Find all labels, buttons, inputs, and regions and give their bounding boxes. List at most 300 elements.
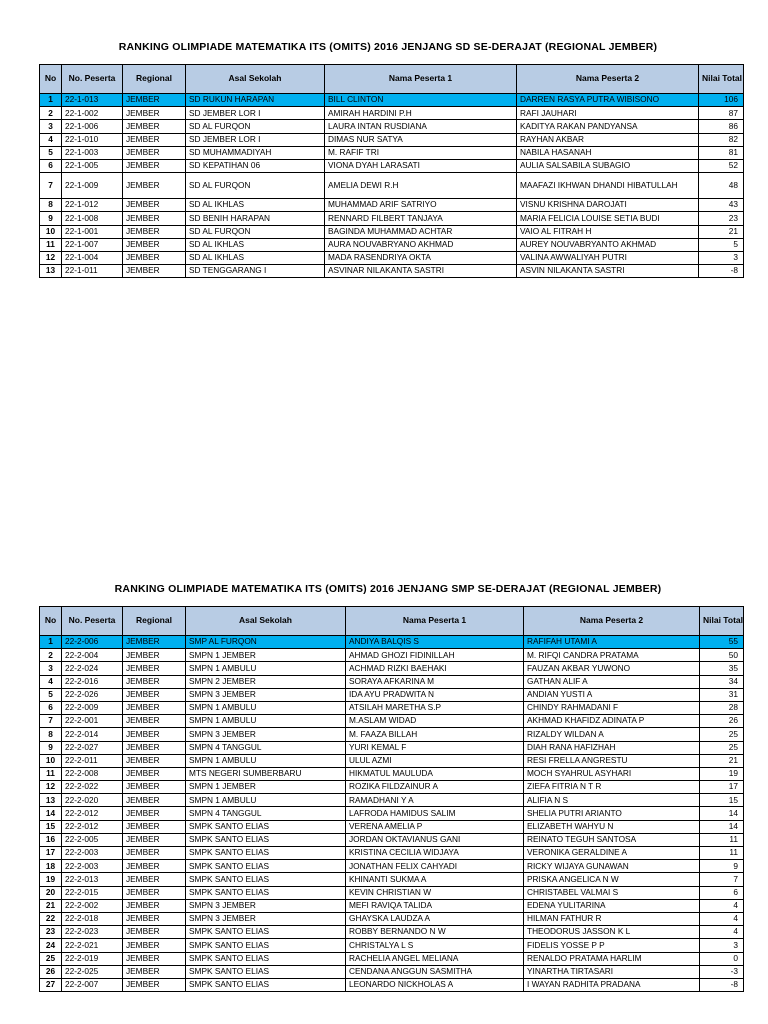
cell-no: 8 [40, 199, 62, 212]
cell-nilai-total: 43 [699, 199, 744, 212]
table-row [40, 675, 744, 688]
cell-nama-peserta-1: LEONARDO NICKHOLAS A [346, 978, 524, 991]
cell-no-peserta: 22-1-002 [62, 107, 123, 120]
cell-no: 1 [40, 636, 62, 649]
cell-no-peserta: 22-2-023 [62, 926, 123, 939]
header-nilai-total: Nilai Total [699, 65, 744, 94]
table-row [40, 107, 744, 120]
table-row [40, 754, 744, 767]
cell-nilai-total: 6 [700, 886, 744, 899]
cell-nama-peserta-1: JORDAN OKTAVIANUS GANI [346, 833, 524, 846]
cell-no: 4 [40, 133, 62, 146]
cell-nama-peserta-1: ASVINAR NILAKANTA SASTRI [325, 265, 517, 278]
cell-nama-peserta-2: EDENA YULITARINA [524, 899, 700, 912]
cell-no-peserta: 22-1-007 [62, 238, 123, 251]
cell-no: 11 [40, 767, 62, 780]
cell-nama-peserta-2: YINARTHA TIRTASARI [524, 965, 700, 978]
cell-nama-peserta-1: RENNARD FILBERT TANJAYA [325, 212, 517, 225]
cell-nama-peserta-2: ANDIAN YUSTI A [524, 688, 700, 701]
sd-ranking-table [39, 64, 744, 278]
cell-nama-peserta-1: RAMADHANI Y A [346, 794, 524, 807]
cell-no-peserta: 22-2-007 [62, 978, 123, 991]
cell-no: 10 [40, 225, 62, 238]
cell-nama-peserta-1: AURA NOUVABRYANO AKHMAD [325, 238, 517, 251]
cell-asal-sekolah: SD AL FURQON [186, 225, 325, 238]
cell-nama-peserta-2: RESI FRELLA ANGRESTU [524, 754, 700, 767]
cell-nama-peserta-2: AULIA SALSABILA SUBAGIO [517, 159, 699, 172]
header-no: No [40, 607, 62, 636]
cell-regional: JEMBER [123, 133, 186, 146]
table-row [40, 860, 744, 873]
smp-ranking-section [39, 580, 743, 992]
cell-asal-sekolah: SMPN 1 JEMBER [186, 781, 346, 794]
cell-no: 3 [40, 662, 62, 675]
cell-nilai-total: 48 [699, 173, 744, 199]
cell-nama-peserta-1: CHRISTALYA L S [346, 939, 524, 952]
cell-regional: JEMBER [123, 701, 186, 714]
cell-nilai-total: 87 [699, 107, 744, 120]
table-row [40, 847, 744, 860]
cell-regional: JEMBER [123, 754, 186, 767]
cell-no-peserta: 22-2-025 [62, 965, 123, 978]
cell-nilai-total: 21 [699, 225, 744, 238]
cell-nama-peserta-2: MOCH SYAHRUL ASYHARI [524, 767, 700, 780]
cell-no: 21 [40, 899, 62, 912]
cell-nilai-total: 25 [700, 728, 744, 741]
cell-asal-sekolah: SMPN 4 TANGGUL [186, 807, 346, 820]
table-row [40, 265, 744, 278]
cell-no-peserta: 22-1-004 [62, 251, 123, 264]
cell-no-peserta: 22-2-020 [62, 794, 123, 807]
cell-nilai-total: 82 [699, 133, 744, 146]
cell-nilai-total: 4 [700, 926, 744, 939]
sd-table-header [40, 65, 744, 94]
cell-asal-sekolah: SMPN 1 AMBULU [186, 754, 346, 767]
cell-nilai-total: -3 [700, 965, 744, 978]
cell-regional: JEMBER [123, 120, 186, 133]
table-row [40, 833, 744, 846]
table-row [40, 794, 744, 807]
cell-nama-peserta-2: VERONIKA GERALDINE A [524, 847, 700, 860]
cell-regional: JEMBER [123, 159, 186, 172]
cell-nama-peserta-2: VALINA AWWALIYAH PUTRI [517, 251, 699, 264]
cell-no: 1 [40, 94, 62, 107]
table-row [40, 251, 744, 264]
cell-asal-sekolah: SD JEMBER LOR I [186, 107, 325, 120]
cell-regional: JEMBER [123, 926, 186, 939]
cell-asal-sekolah: SMPN 1 JEMBER [186, 649, 346, 662]
cell-nilai-total: 106 [699, 94, 744, 107]
cell-nama-peserta-2: RIZALDY WILDAN A [524, 728, 700, 741]
cell-nilai-total: 35 [700, 662, 744, 675]
cell-no-peserta: 22-2-012 [62, 807, 123, 820]
cell-asal-sekolah: SD JEMBER LOR I [186, 133, 325, 146]
cell-nilai-total: 14 [700, 820, 744, 833]
cell-nilai-total: 25 [700, 741, 744, 754]
cell-nama-peserta-1: CENDANA ANGGUN SASMITHA [346, 965, 524, 978]
cell-regional: JEMBER [123, 662, 186, 675]
cell-nama-peserta-2: M. RIFQI CANDRA PRATAMA [524, 649, 700, 662]
cell-nilai-total: 31 [700, 688, 744, 701]
cell-no: 19 [40, 873, 62, 886]
table-row [40, 781, 744, 794]
cell-nama-peserta-2: CHINDY RAHMADANI F [524, 701, 700, 714]
cell-regional: JEMBER [123, 899, 186, 912]
header-nama-peserta-2: Nama Peserta 2 [517, 65, 699, 94]
cell-no: 12 [40, 251, 62, 264]
cell-no-peserta: 22-1-001 [62, 225, 123, 238]
table-row [40, 94, 744, 107]
cell-asal-sekolah: SMPK SANTO ELIAS [186, 833, 346, 846]
cell-no-peserta: 22-2-002 [62, 899, 123, 912]
cell-nama-peserta-1: SORAYA AFKARINA M [346, 675, 524, 688]
cell-regional: JEMBER [123, 939, 186, 952]
table-row [40, 741, 744, 754]
cell-asal-sekolah: SD AL FURQON [186, 120, 325, 133]
cell-nilai-total: -8 [700, 978, 744, 991]
cell-nilai-total: 28 [700, 701, 744, 714]
table-row [40, 873, 744, 886]
cell-asal-sekolah: SD KEPATIHAN 06 [186, 159, 325, 172]
cell-no: 18 [40, 860, 62, 873]
table-row [40, 807, 744, 820]
cell-no-peserta: 22-2-024 [62, 662, 123, 675]
cell-nama-peserta-1: M.ASLAM WIDAD [346, 715, 524, 728]
cell-regional: JEMBER [123, 886, 186, 899]
cell-no: 22 [40, 912, 62, 925]
header-asal-sekolah: Asal Sekolah [186, 65, 325, 94]
cell-nama-peserta-2: RAFI JAUHARI [517, 107, 699, 120]
cell-nama-peserta-1: M. FAAZA BILLAH [346, 728, 524, 741]
cell-nama-peserta-1: ROZIKA FILDZAINUR A [346, 781, 524, 794]
smp-table-header [40, 607, 744, 636]
cell-nama-peserta-1: VERENA AMELIA P [346, 820, 524, 833]
cell-nama-peserta-2: ZIEFA FITRIA N T R [524, 781, 700, 794]
cell-nilai-total: 26 [700, 715, 744, 728]
cell-nama-peserta-1: IDA AYU PRADWITA N [346, 688, 524, 701]
cell-no: 8 [40, 728, 62, 741]
cell-no-peserta: 22-2-008 [62, 767, 123, 780]
cell-nilai-total: 21 [700, 754, 744, 767]
header-no: No [40, 65, 62, 94]
cell-no: 13 [40, 265, 62, 278]
cell-nama-peserta-1: ANDIYA BALQIS S [346, 636, 524, 649]
cell-nama-peserta-1: M. RAFIF TRI [325, 146, 517, 159]
table-row [40, 662, 744, 675]
cell-nama-peserta-1: BAGINDA MUHAMMAD ACHTAR [325, 225, 517, 238]
cell-no-peserta: 22-2-021 [62, 939, 123, 952]
cell-no-peserta: 22-1-013 [62, 94, 123, 107]
cell-asal-sekolah: SMPK SANTO ELIAS [186, 847, 346, 860]
table-row [40, 688, 744, 701]
cell-nama-peserta-2: I WAYAN RADHITA PRADANA [524, 978, 700, 991]
cell-nama-peserta-1: ATSILAH MARETHA S.P [346, 701, 524, 714]
cell-regional: JEMBER [123, 649, 186, 662]
header-nilai-total: Nilai Total [700, 607, 744, 636]
cell-nilai-total: 34 [700, 675, 744, 688]
cell-nilai-total: 86 [699, 120, 744, 133]
cell-regional: JEMBER [123, 146, 186, 159]
table-row [40, 820, 744, 833]
cell-asal-sekolah: SMPK SANTO ELIAS [186, 860, 346, 873]
cell-no: 9 [40, 741, 62, 754]
header-nama-peserta-1: Nama Peserta 1 [325, 65, 517, 94]
table-row [40, 649, 744, 662]
cell-asal-sekolah: SMPN 1 AMBULU [186, 794, 346, 807]
header-regional: Regional [123, 607, 186, 636]
cell-asal-sekolah: SD MUHAMMADIYAH [186, 146, 325, 159]
cell-asal-sekolah: SMPN 4 TANGGUL [186, 741, 346, 754]
sd-title: RANKING OLIMPIADE MATEMATIKA ITS (OMITS) 2016 JENJANG SD SE-DERAJAT (REGIONAL JEMBER) [118, 41, 658, 53]
table-row [40, 636, 744, 649]
cell-no-peserta: 22-2-018 [62, 912, 123, 925]
table-row [40, 701, 744, 714]
cell-nama-peserta-1: MADA RASENDRIYA OKTA [325, 251, 517, 264]
cell-nilai-total: 55 [700, 636, 744, 649]
cell-regional: JEMBER [123, 781, 186, 794]
cell-nama-peserta-2: ELIZABETH WAHYU N [524, 820, 700, 833]
cell-regional: JEMBER [123, 212, 186, 225]
table-row [40, 225, 744, 238]
sd-table-body [40, 94, 744, 278]
cell-nilai-total: 23 [699, 212, 744, 225]
cell-no: 10 [40, 754, 62, 767]
cell-no-peserta: 22-1-012 [62, 199, 123, 212]
smp-table-body [40, 636, 744, 992]
cell-nama-peserta-1: ULUL AZMI [346, 754, 524, 767]
cell-regional: JEMBER [123, 688, 186, 701]
cell-nama-peserta-1: AMIRAH HARDINI P.H [325, 107, 517, 120]
table-row [40, 173, 744, 199]
cell-nama-peserta-1: RACHELIA ANGEL MELIANA [346, 952, 524, 965]
cell-asal-sekolah: SMPN 2 JEMBER [186, 675, 346, 688]
cell-no: 9 [40, 212, 62, 225]
header-nama-peserta-2: Nama Peserta 2 [524, 607, 700, 636]
cell-no-peserta: 22-2-016 [62, 675, 123, 688]
cell-asal-sekolah: SD RUKUN HARAPAN [186, 94, 325, 107]
cell-no: 14 [40, 807, 62, 820]
cell-nama-peserta-1: KEVIN CHRISTIAN W [346, 886, 524, 899]
cell-asal-sekolah: SMPK SANTO ELIAS [186, 939, 346, 952]
cell-no: 5 [40, 146, 62, 159]
cell-nama-peserta-1: AHMAD GHOZI FIDINILLAH [346, 649, 524, 662]
cell-no: 6 [40, 701, 62, 714]
cell-asal-sekolah: SMPN 3 JEMBER [186, 912, 346, 925]
cell-nama-peserta-1: KRISTINA CECILIA WIDJAYA [346, 847, 524, 860]
cell-nama-peserta-2: FAUZAN AKBAR YUWONO [524, 662, 700, 675]
cell-no: 7 [40, 173, 62, 199]
cell-regional: JEMBER [123, 767, 186, 780]
table-row [40, 238, 744, 251]
table-row [40, 728, 744, 741]
cell-asal-sekolah: SMPK SANTO ELIAS [186, 926, 346, 939]
cell-no: 2 [40, 649, 62, 662]
cell-asal-sekolah: SD AL IKHLAS [186, 199, 325, 212]
header-asal-sekolah: Asal Sekolah [186, 607, 346, 636]
cell-asal-sekolah: MTS NEGERI SUMBERBARU [186, 767, 346, 780]
cell-nama-peserta-2: AUREY NOUVABRYANTO AKHMAD [517, 238, 699, 251]
cell-no-peserta: 22-2-003 [62, 847, 123, 860]
cell-no-peserta: 22-1-010 [62, 133, 123, 146]
cell-nilai-total: 0 [700, 952, 744, 965]
cell-nama-peserta-2: REINATO TEGUH SANTOSA [524, 833, 700, 846]
cell-regional: JEMBER [123, 715, 186, 728]
cell-no: 4 [40, 675, 62, 688]
cell-asal-sekolah: SMPK SANTO ELIAS [186, 886, 346, 899]
cell-nama-peserta-2: PRISKA ANGELICA N W [524, 873, 700, 886]
cell-regional: JEMBER [123, 952, 186, 965]
smp-title: RANKING OLIMPIADE MATEMATIKA ITS (OMITS) 2016 JENJANG SMP SE-DERAJAT (REGIONAL JEMBER) [114, 583, 662, 595]
cell-no-peserta: 22-2-015 [62, 886, 123, 899]
header-regional: Regional [123, 65, 186, 94]
table-row [40, 899, 744, 912]
cell-nama-peserta-2: ASVIN NILAKANTA SASTRI [517, 265, 699, 278]
table-row [40, 767, 744, 780]
cell-nilai-total: 4 [700, 912, 744, 925]
cell-asal-sekolah: SD AL FURQON [186, 173, 325, 199]
cell-nilai-total: 4 [700, 899, 744, 912]
cell-regional: JEMBER [123, 912, 186, 925]
cell-regional: JEMBER [123, 833, 186, 846]
cell-asal-sekolah: SMPN 3 JEMBER [186, 688, 346, 701]
cell-asal-sekolah: SMPK SANTO ELIAS [186, 952, 346, 965]
cell-nama-peserta-2: MAAFAZI IKHWAN DHANDI HIBATULLAH [517, 173, 699, 199]
cell-no-peserta: 22-2-022 [62, 781, 123, 794]
cell-asal-sekolah: SD BENIH HARAPAN [186, 212, 325, 225]
cell-nilai-total: 19 [700, 767, 744, 780]
cell-no: 25 [40, 952, 62, 965]
cell-regional: JEMBER [123, 225, 186, 238]
cell-nilai-total: 3 [700, 939, 744, 952]
cell-nama-peserta-1: GHAYSKA LAUDZA A [346, 912, 524, 925]
cell-nama-peserta-2: CHRISTABEL VALMAI S [524, 886, 700, 899]
cell-asal-sekolah: SMPN 3 JEMBER [186, 899, 346, 912]
cell-no: 12 [40, 781, 62, 794]
cell-no: 6 [40, 159, 62, 172]
cell-nama-peserta-1: HIKMATUL MAULUDA [346, 767, 524, 780]
cell-nama-peserta-1: MEFI RAVIQA TALIDA [346, 899, 524, 912]
cell-nilai-total: 15 [700, 794, 744, 807]
cell-asal-sekolah: SMPN 1 AMBULU [186, 662, 346, 675]
cell-nama-peserta-2: THEODORUS JASSON K L [524, 926, 700, 939]
cell-no: 2 [40, 107, 62, 120]
cell-no-peserta: 22-1-003 [62, 146, 123, 159]
cell-nama-peserta-2: HILMAN FATHUR R [524, 912, 700, 925]
cell-no-peserta: 22-2-001 [62, 715, 123, 728]
cell-regional: JEMBER [123, 238, 186, 251]
table-row [40, 978, 744, 991]
cell-nama-peserta-2: ALIFIA N S [524, 794, 700, 807]
cell-nilai-total: 14 [700, 807, 744, 820]
cell-regional: JEMBER [123, 860, 186, 873]
cell-no: 27 [40, 978, 62, 991]
cell-nilai-total: 5 [699, 238, 744, 251]
cell-nilai-total: 81 [699, 146, 744, 159]
table-row [40, 926, 744, 939]
cell-nama-peserta-2: VISNU KRISHNA DAROJATI [517, 199, 699, 212]
cell-no-peserta: 22-2-027 [62, 741, 123, 754]
cell-no: 7 [40, 715, 62, 728]
cell-nilai-total: 11 [700, 847, 744, 860]
cell-regional: JEMBER [123, 794, 186, 807]
table-row [40, 199, 744, 212]
cell-no-peserta: 22-2-012 [62, 820, 123, 833]
cell-regional: JEMBER [123, 265, 186, 278]
cell-no-peserta: 22-2-013 [62, 873, 123, 886]
cell-no: 5 [40, 688, 62, 701]
table-row [40, 120, 744, 133]
cell-nama-peserta-2: GATHAN ALIF A [524, 675, 700, 688]
table-row [40, 133, 744, 146]
table-row [40, 146, 744, 159]
cell-asal-sekolah: SMPN 3 JEMBER [186, 728, 346, 741]
cell-nama-peserta-2: AKHMAD KHAFIDZ ADINATA P [524, 715, 700, 728]
cell-nama-peserta-2: NABILA HASANAH [517, 146, 699, 159]
cell-no-peserta: 22-2-005 [62, 833, 123, 846]
cell-nama-peserta-1: DIMAS NUR SATYA [325, 133, 517, 146]
table-row [40, 715, 744, 728]
cell-nama-peserta-2: RAYHAN AKBAR [517, 133, 699, 146]
sd-ranking-section [39, 38, 743, 278]
cell-asal-sekolah: SMPK SANTO ELIAS [186, 965, 346, 978]
cell-nama-peserta-1: VIONA DYAH LARASATI [325, 159, 517, 172]
cell-nama-peserta-1: ACHMAD RIZKI BAEHAKI [346, 662, 524, 675]
header-no-peserta: No. Peserta [62, 65, 123, 94]
cell-asal-sekolah: SMP AL FURQON [186, 636, 346, 649]
cell-nama-peserta-2: MARIA FELICIA LOUISE SETIA BUDI [517, 212, 699, 225]
cell-nama-peserta-2: DARREN RASYA PUTRA WIBISONO [517, 94, 699, 107]
cell-no: 24 [40, 939, 62, 952]
cell-regional: JEMBER [123, 741, 186, 754]
cell-no-peserta: 22-2-011 [62, 754, 123, 767]
table-row [40, 159, 744, 172]
cell-nama-peserta-1: AMELIA DEWI R.H [325, 173, 517, 199]
cell-asal-sekolah: SD AL IKHLAS [186, 238, 325, 251]
cell-no-peserta: 22-1-009 [62, 173, 123, 199]
cell-regional: JEMBER [123, 107, 186, 120]
header-no-peserta: No. Peserta [62, 607, 123, 636]
cell-no-peserta: 22-2-004 [62, 649, 123, 662]
cell-nama-peserta-1: LAURA INTAN RUSDIANA [325, 120, 517, 133]
cell-no-peserta: 22-1-008 [62, 212, 123, 225]
cell-asal-sekolah: SMPK SANTO ELIAS [186, 820, 346, 833]
cell-no: 26 [40, 965, 62, 978]
cell-regional: JEMBER [123, 636, 186, 649]
cell-regional: JEMBER [123, 251, 186, 264]
cell-no-peserta: 22-2-009 [62, 701, 123, 714]
cell-nama-peserta-2: RENALDO PRATAMA HARLIM [524, 952, 700, 965]
cell-regional: JEMBER [123, 978, 186, 991]
cell-no-peserta: 22-1-005 [62, 159, 123, 172]
cell-regional: JEMBER [123, 965, 186, 978]
cell-nama-peserta-1: KHINANTI SUKMA A [346, 873, 524, 886]
table-row [40, 952, 744, 965]
smp-ranking-table [39, 606, 744, 992]
cell-nilai-total: -8 [699, 265, 744, 278]
cell-nama-peserta-1: LAFRODA HAMIDUS SALIM [346, 807, 524, 820]
table-row [40, 912, 744, 925]
cell-no-peserta: 22-2-019 [62, 952, 123, 965]
cell-no-peserta: 22-2-026 [62, 688, 123, 701]
cell-regional: JEMBER [123, 94, 186, 107]
cell-asal-sekolah: SMPK SANTO ELIAS [186, 978, 346, 991]
cell-nilai-total: 50 [700, 649, 744, 662]
cell-regional: JEMBER [123, 820, 186, 833]
cell-nama-peserta-1: JONATHAN FELIX CAHYADI [346, 860, 524, 873]
cell-no: 13 [40, 794, 62, 807]
cell-regional: JEMBER [123, 873, 186, 886]
cell-nama-peserta-2: KADITYA RAKAN PANDYANSA [517, 120, 699, 133]
